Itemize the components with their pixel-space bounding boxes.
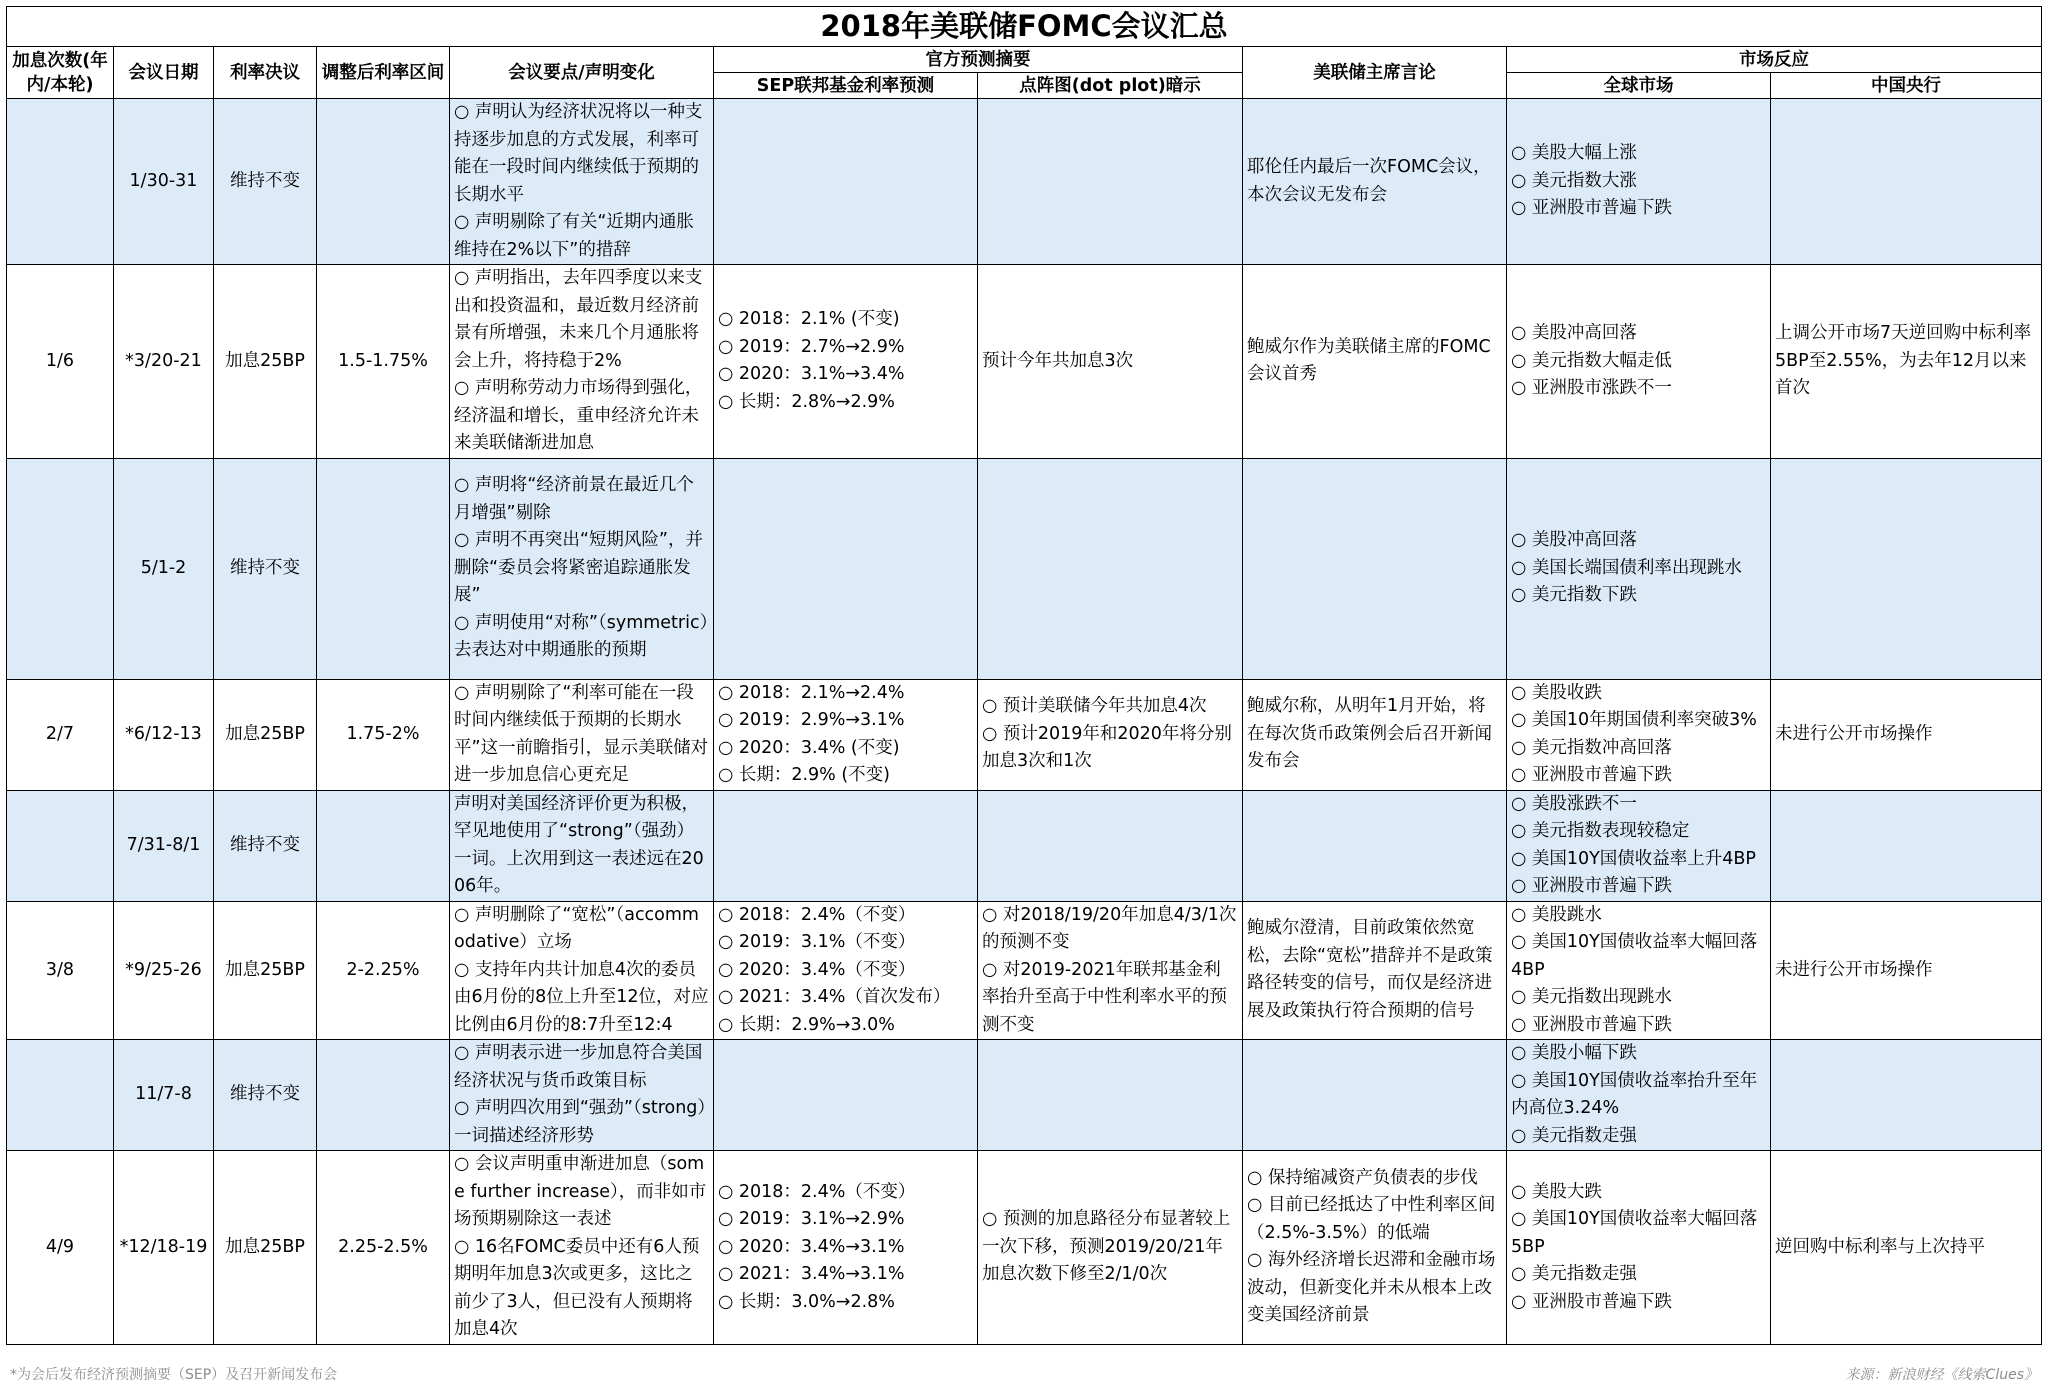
- cell-global-market-line: ○ 美股大幅上涨: [1511, 143, 1637, 164]
- cell-sep-forecast-line: ○ 2020：3.4%→3.1%: [718, 1236, 905, 1257]
- cell-global-market: [1507, 901, 1771, 1040]
- cell-statement: [450, 679, 714, 790]
- cell-hike-count: [7, 790, 114, 901]
- cell-pboc: [1771, 790, 2042, 901]
- header-market-group: 市场反应: [1507, 47, 2042, 73]
- cell-statement: [450, 265, 714, 459]
- header-range: 调整后利率区间: [317, 47, 450, 99]
- cell-sep-forecast: [714, 99, 978, 265]
- cell-dot-plot: [978, 901, 1243, 1040]
- cell-dot-plot: [978, 1151, 1243, 1345]
- cell-pboc: 上调公开市场7天逆回购中标利率5BP至2.55%，为去年12月以来首次: [1771, 265, 2042, 459]
- cell-statement-line: ○ 声明称劳动力市场得到强化，经济温和增长，重申经济允许未来美联储渐进加息: [454, 378, 703, 453]
- cell-range: [317, 1040, 450, 1151]
- table-row: [7, 265, 2042, 459]
- cell-sep-forecast-line: ○ 2021：3.4%→3.1%: [718, 1264, 905, 1284]
- cell-dot-plot: [978, 790, 1243, 901]
- cell-chair-remarks: [1243, 265, 1507, 459]
- cell-dot-plot-line: ○ 对2019-2021年联邦基金利率抬升至高于中性利率水平的预测不变: [982, 959, 1227, 1035]
- cell-decision: 加息25BP: [214, 1151, 317, 1345]
- cell-sep-forecast-line: ○ 长期：3.0%→2.8%: [718, 1291, 895, 1312]
- cell-statement-line: ○ 声明表示进一步加息符合美国经济状况与货币政策目标: [454, 1043, 703, 1091]
- cell-global-market-line: ○ 美国10Y国债收益率大幅回落4BP: [1511, 932, 1758, 980]
- cell-global-market-line: ○ 美元指数走强: [1511, 1264, 1637, 1284]
- cell-global-market: [1507, 265, 1771, 459]
- cell-chair-remarks: [1243, 1151, 1507, 1345]
- cell-global-market-line: ○ 美国10Y国债收益率上升4BP: [1511, 848, 1756, 869]
- cell-pboc: 逆回购中标利率与上次持平: [1771, 1151, 2042, 1345]
- cell-global-market: [1507, 458, 1771, 679]
- cell-chair-remarks: [1243, 458, 1507, 679]
- cell-statement-line: ○ 声明四次用到“强劲”（strong）一词描述经济形势: [454, 1098, 707, 1146]
- fomc-table: [6, 6, 2042, 1345]
- cell-statement-line: ○ 声明指出，去年四季度以来支出和投资温和，最近数月经济前景有所增强，未来几个月通胀将会上升，将持稳于2%: [454, 268, 703, 371]
- cell-chair-remarks: [1243, 901, 1507, 1040]
- cell-date: *3/20-21: [114, 265, 214, 459]
- table-row: [7, 790, 2042, 901]
- cell-chair-remarks: [1243, 679, 1507, 790]
- cell-pboc: 未进行公开市场操作: [1771, 679, 2042, 790]
- header-chair: 美联储主席言论: [1243, 47, 1507, 99]
- cell-sep-forecast-line: ○ 2020：3.4%（不变）: [718, 959, 916, 980]
- cell-global-market-line: ○ 美元指数大幅走低: [1511, 350, 1672, 371]
- cell-global-market-line: ○ 亚洲股市普遍下跌: [1511, 198, 1672, 219]
- table-body: [7, 99, 2042, 1345]
- table-row: [7, 1040, 2042, 1151]
- cell-dot-plot: [978, 679, 1243, 790]
- cell-sep-forecast-line: ○ 长期：2.9%→3.0%: [718, 1014, 895, 1035]
- cell-statement-line: ○ 声明删除了“宽松”（accommodative）立场: [454, 904, 699, 952]
- cell-sep-forecast: [714, 1151, 978, 1345]
- cell-sep-forecast-line: ○ 2018：2.4%（不变）: [718, 904, 916, 925]
- cell-global-market-line: ○ 美元指数表现较稳定: [1511, 821, 1690, 841]
- cell-chair-remarks: [1243, 1040, 1507, 1151]
- header-statement: 会议要点/声明变化: [450, 47, 714, 99]
- cell-date: 5/1-2: [114, 458, 214, 679]
- cell-sep-forecast-line: ○ 2019：2.9%→3.1%: [718, 710, 905, 730]
- cell-dot-plot-line: 预计今年共加息3次: [982, 350, 1134, 371]
- cell-date: 11/7-8: [114, 1040, 214, 1151]
- table-row: [7, 99, 2042, 265]
- cell-dot-plot-line: ○ 预计美联储今年共加息4次: [982, 696, 1207, 717]
- cell-sep-forecast-line: ○ 2019：3.1%（不变）: [718, 932, 916, 952]
- cell-date: 7/31-8/1: [114, 790, 214, 901]
- cell-pboc: [1771, 458, 2042, 679]
- header-official-group: 官方预测摘要: [714, 47, 1243, 73]
- cell-sep-forecast-line: ○ 2018：2.1%→2.4%: [718, 682, 905, 703]
- cell-statement-line: ○ 声明使用“对称”（symmetric）去表达对中期通胀的预期: [454, 612, 709, 661]
- cell-dot-plot: [978, 265, 1243, 459]
- cell-global-market-line: ○ 亚洲股市普遍下跌: [1511, 1291, 1672, 1312]
- cell-chair-remarks-line: ○ 目前已经抵达了中性利率区间（2.5%-3.5%）的低端: [1247, 1195, 1496, 1243]
- header-decision: 利率决议: [214, 47, 317, 99]
- cell-statement-line: ○ 声明将“经济前景在最近几个月增强”剔除: [454, 475, 694, 523]
- cell-global-market: [1507, 1040, 1771, 1151]
- cell-statement: [450, 99, 714, 265]
- cell-global-market-line: ○ 美元指数冲高回落: [1511, 737, 1672, 758]
- cell-chair-remarks: [1243, 790, 1507, 901]
- cell-range: 2-2.25%: [317, 901, 450, 1040]
- page-title: 2018年美联储FOMC会议汇总: [7, 7, 2042, 47]
- cell-date: *9/25-26: [114, 901, 214, 1040]
- cell-date: *12/18-19: [114, 1151, 214, 1345]
- cell-statement-line: ○ 声明认为经济状况将以一种支持逐步加息的方式发展，利率可能在一段时间内继续低于预期的长期水平: [454, 102, 703, 205]
- cell-decision: 维持不变: [214, 99, 317, 265]
- cell-sep-forecast-line: ○ 2019：2.7%→2.9%: [718, 336, 905, 357]
- cell-dot-plot-line: ○ 对2018/19/20年加息4/3/1次的预测不变: [982, 904, 1237, 952]
- cell-global-market-line: ○ 美元指数下跌: [1511, 585, 1637, 606]
- cell-hike-count: [7, 99, 114, 265]
- cell-dot-plot: [978, 458, 1243, 679]
- cell-hike-count: 3/8: [7, 901, 114, 1040]
- cell-decision: 加息25BP: [214, 901, 317, 1040]
- cell-date: *6/12-13: [114, 679, 214, 790]
- cell-hike-count: 2/7: [7, 679, 114, 790]
- cell-global-market-line: ○ 美国10Y国债收益率抬升至年内高位3.24%: [1511, 1070, 1758, 1118]
- cell-global-market-line: ○ 美股收跌: [1511, 682, 1602, 703]
- cell-chair-remarks-line: ○ 保持缩减资产负债表的步伐: [1247, 1167, 1478, 1188]
- cell-sep-forecast: [714, 1040, 978, 1151]
- table-row: [7, 679, 2042, 790]
- cell-range: 1.5-1.75%: [317, 265, 450, 459]
- cell-sep-forecast-line: ○ 2018：2.1% (不变): [718, 309, 900, 330]
- cell-statement: [450, 458, 714, 679]
- cell-statement: [450, 901, 714, 1040]
- table-row: [7, 458, 2042, 679]
- table-row: [7, 901, 2042, 1040]
- cell-statement-line: ○ 声明不再突出“短期风险”，并删除“委员会将紧密追踪通胀发展”: [454, 530, 703, 606]
- cell-chair-remarks-line: 鲍威尔称，从明年1月开始，将在每次货币政策例会后召开新闻发布会: [1247, 696, 1492, 772]
- cell-global-market-line: ○ 亚洲股市普遍下跌: [1511, 1014, 1672, 1035]
- cell-statement: [450, 790, 714, 901]
- cell-sep-forecast-line: ○ 2018：2.4%（不变）: [718, 1181, 916, 1202]
- table-row: [7, 1151, 2042, 1345]
- cell-global-market: [1507, 99, 1771, 265]
- cell-statement-line: ○ 声明剔除了有关“近期内通胀维持在2%以下”的措辞: [454, 212, 694, 260]
- cell-statement: [450, 1040, 714, 1151]
- cell-sep-forecast-line: ○ 2019：3.1%→2.9%: [718, 1209, 905, 1229]
- cell-global-market-line: ○ 美元指数出现跳水: [1511, 987, 1672, 1007]
- cell-dot-plot-line: ○ 预测的加息路径分布显著较上一次下移，预测2019/20/21年加息次数下修至2/1/0次: [982, 1209, 1231, 1284]
- cell-sep-forecast-line: ○ 2021：3.4%（首次发布）: [718, 987, 951, 1007]
- cell-decision: 维持不变: [214, 1040, 317, 1151]
- cell-global-market: [1507, 679, 1771, 790]
- cell-range: 2.25-2.5%: [317, 1151, 450, 1345]
- cell-chair-remarks-line: 鲍威尔作为美联储主席的FOMC会议首秀: [1247, 336, 1491, 385]
- cell-sep-forecast: [714, 790, 978, 901]
- cell-statement-line: ○ 会议声明重申渐进加息（some further increase），而非如市场预期剔除这一表述: [454, 1154, 707, 1229]
- cell-range: [317, 790, 450, 901]
- cell-pboc: 未进行公开市场操作: [1771, 901, 2042, 1040]
- cell-dot-plot: [978, 1040, 1243, 1151]
- cell-statement: [450, 1151, 714, 1345]
- cell-chair-remarks: [1243, 99, 1507, 265]
- cell-sep-forecast: [714, 458, 978, 679]
- cell-chair-remarks-line: ○ 海外经济增长迟滞和金融市场波动，但新变化并未从根本上改变美国经济前景: [1247, 1250, 1496, 1326]
- cell-chair-remarks-line: 耶伦任内最后一次FOMC会议，本次会议无发布会: [1247, 157, 1491, 205]
- header-date: 会议日期: [114, 47, 214, 99]
- cell-hike-count: [7, 1040, 114, 1151]
- cell-hike-count: 4/9: [7, 1151, 114, 1345]
- cell-global-market-line: ○ 亚洲股市涨跌不一: [1511, 378, 1672, 398]
- cell-sep-forecast-line: ○ 长期：2.9% (不变): [718, 765, 891, 785]
- cell-global-market-line: ○ 美股冲高回落: [1511, 530, 1637, 551]
- cell-global-market-line: ○ 美股跳水: [1511, 904, 1602, 925]
- header-pboc: 中国央行: [1771, 73, 2042, 99]
- cell-date: 1/30-31: [114, 99, 214, 265]
- cell-dot-plot: [978, 99, 1243, 265]
- cell-range: [317, 458, 450, 679]
- cell-statement-line: 声明对美国经济评价更为积极，罕见地使用了“strong”（强劲）一词。上次用到这一表述远在2006年。: [454, 793, 704, 896]
- cell-decision: 加息25BP: [214, 679, 317, 790]
- source-note: 来源：新浪财经《线索Clues》: [1845, 1367, 2038, 1383]
- cell-global-market-line: ○ 亚洲股市普遍下跌: [1511, 876, 1672, 896]
- header-global: 全球市场: [1507, 73, 1771, 99]
- cell-pboc: [1771, 99, 2042, 265]
- cell-decision: 加息25BP: [214, 265, 317, 459]
- cell-statement-line: ○ 16名FOMC委员中还有6人预期明年加息3次或更多，这比之前少了3人，但已没有人预期将加息4次: [454, 1236, 700, 1339]
- cell-sep-forecast: [714, 265, 978, 459]
- cell-global-market-line: ○ 美股涨跌不一: [1511, 793, 1637, 814]
- cell-global-market-line: ○ 美股小幅下跌: [1511, 1043, 1637, 1063]
- cell-global-market-line: ○ 美国长端国债利率出现跳水: [1511, 557, 1742, 578]
- cell-sep-forecast: [714, 901, 978, 1040]
- header-sep: SEP联邦基金利率预测: [714, 73, 978, 99]
- cell-global-market: [1507, 1151, 1771, 1345]
- cell-statement-line: ○ 支持年内共计加息4次的委员由6月份的8位上升至12位，对应比例由6月份的8:7升至12:4: [454, 959, 709, 1035]
- cell-sep-forecast-line: ○ 长期：2.8%→2.9%: [718, 391, 895, 412]
- cell-global-market-line: ○ 美元指数大涨: [1511, 170, 1637, 191]
- cell-hike-count: [7, 458, 114, 679]
- cell-range: [317, 99, 450, 265]
- cell-hike-count: 1/6: [7, 265, 114, 459]
- cell-global-market-line: ○ 美股冲高回落: [1511, 323, 1637, 343]
- header-dot: 点阵图(dot plot)暗示: [978, 73, 1243, 99]
- cell-sep-forecast-line: ○ 2020：3.1%→3.4%: [718, 364, 905, 385]
- cell-chair-remarks-line: 鲍威尔澄清，目前政策依然宽松，去除“宽松”措辞并不是政策路径转变的信号，而仅是经济进展及政策执行符合预期的信号: [1247, 918, 1493, 1021]
- cell-pboc: [1771, 1040, 2042, 1151]
- cell-statement-line: ○ 声明剔除了“利率可能在一段时间内继续低于预期的长期水平”这一前瞻指引，显示美联储对进一步加息信心更充足: [454, 682, 709, 785]
- cell-sep-forecast: [714, 679, 978, 790]
- cell-dot-plot-line: ○ 预计2019年和2020年将分别加息3次和1次: [982, 723, 1232, 772]
- cell-decision: 维持不变: [214, 790, 317, 901]
- cell-decision: 维持不变: [214, 458, 317, 679]
- fomc-summary-sheet: [6, 6, 2041, 1345]
- cell-global-market-line: ○ 美股大跌: [1511, 1181, 1602, 1202]
- cell-sep-forecast-line: ○ 2020：3.4% (不变): [718, 737, 900, 758]
- cell-global-market-line: ○ 美国10年期国债利率突破3%: [1511, 710, 1757, 730]
- header-hike-count: 加息次数(年内/本轮): [7, 47, 114, 99]
- cell-range: 1.75-2%: [317, 679, 450, 790]
- cell-global-market-line: ○ 美元指数走强: [1511, 1125, 1637, 1146]
- cell-global-market: [1507, 790, 1771, 901]
- cell-global-market-line: ○ 美国10Y国债收益率大幅回落5BP: [1511, 1209, 1758, 1257]
- cell-global-market-line: ○ 亚洲股市普遍下跌: [1511, 765, 1672, 785]
- footnote: *为会后发布经济预测摘要（SEP）及召开新闻发布会: [10, 1367, 338, 1383]
